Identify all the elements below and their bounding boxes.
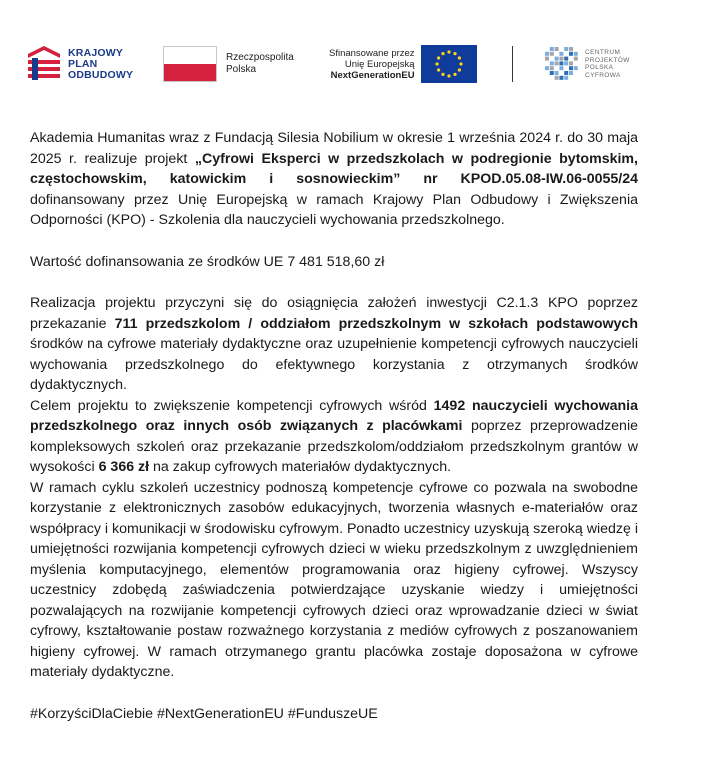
cpc-pixel [574,57,578,61]
eu-logo [329,42,477,86]
eu-star [441,73,444,76]
cpc-pixel [550,71,554,75]
document-body [30,128,638,724]
eu-star [453,52,456,55]
polish-flag-icon [163,46,217,82]
cpc-pixel [564,57,568,61]
cpc-pixel [559,76,563,80]
rp-logo [163,42,294,86]
training-paragraph: W ramach cyklu szkoleń uczestnicy podnoszą kompetencje cyfrowe co pozwala na swobodne korzystanie z elektronicznych zasobów edukacyjnych, tworzenia własnych e-materiałów oraz współpracy i komunikacji w środowisku cyfrowym. Ponadto uczestnicy uzyskują szeroką wiedzę i umiejętności rozwijania kompetencji cyfrowych dzieci w wieku przedszkolnym z uwzględnieniem myślenia komputacyjnego, elementów programowania oraz higieny cyfrowej. Wszyscy uczestnicy zdobędą zaświadczenia potwierdzające uzyskanie wiedzy i umiejętności pozwalających na rozwijanie kompetencji cyfrowych dzieci oraz wprowadzanie dzieci w świat cyfrowy, kształtowanie postaw rozważnego korzystania z mediów cyfrowych z poszanowaniem higieny cyfrowej. W ramach otrzymanego grantu placówka zostaje doposażona w cyfrowe materiały dydaktyczne. [30,479,638,680]
cpc-pixel [574,66,578,70]
logo-bar [0,42,704,86]
eu-flag-icon [421,45,477,83]
kpo-stripes-icon [28,46,60,82]
cpc-pixel [555,76,559,80]
cpc-pixel [545,52,549,56]
cpc-pixel [564,61,568,65]
eu-star [457,56,460,59]
eu-star [447,50,450,53]
cpc-pixel [555,47,559,51]
eu-logo-text: Sfinansowane przez Unię Europejską NextGenerationEU [329,47,415,81]
eu-star [453,73,456,76]
implementation-paragraph: Realizacja projektu przyczyni się do osiągnięcia założeń inwestycji C2.1.3 KPO poprzez przekazanie 711 przedszkolom / oddziałom przedszkolnym w szkołach podstawowych środków na cyfrowe materiały dydaktyczne oraz uzupełnienie kompetencji cyfrowych nauczycieli wychowania przedszkolnego do efektywnego korzystania z otrzymanych środków dydaktycznych. [30,295,638,393]
eu-star [447,74,450,77]
cpc-pixel [574,52,578,56]
intro-paragraph: Akademia Humanitas wraz z Fundacją Silesia Nobilium w okresie 1 września 2024 r. do 30 maja 2025 r. realizuje projekt „Cyfrowi Eksperci w przedszkolach w podregionie bytomskim, częstochowskim, katowickim i sosnowieckim” nr KPOD.05.08-IW.06-0055/24 dofinansowany przez Unię Europejską w ramach Krajowy Plan Odbudowy i Zwiększenia Odporności (KPO) - Szkolenia dla nauczycieli wychowania przedszkolnego. [30,130,638,228]
hashtags: #KorzyściDlaCiebie #NextGenerationEU #FunduszeUE [30,705,378,722]
cpc-logo [545,42,630,86]
cpc-pixel [545,57,549,61]
eu-star [457,68,460,71]
cpc-pixel [555,61,559,65]
cpc-pixel [550,61,554,65]
eu-star [437,68,440,71]
logo-separator [512,46,513,82]
cpc-pixel-icon [545,47,579,81]
kpo-logo [28,42,133,86]
eu-star [441,52,444,55]
rp-logo-text: Rzeczpospolita Polska [226,52,294,75]
cpc-logo-text: CENTRUM PROJEKTÓW POLSKA CYFROWA [585,49,630,79]
cpc-pixel [564,71,568,75]
cpc-pixel [559,52,563,56]
cpc-pixel [550,47,554,51]
kpo-logo-text: KRAJOWY PLAN ODBUDOWY [68,46,134,81]
cpc-pixel [555,71,559,75]
cpc-pixel [545,66,549,70]
cpc-pixel [564,76,568,80]
cpc-pixel [555,57,559,61]
cpc-pixel [550,66,554,70]
cpc-pixel [569,61,573,65]
cpc-pixel [569,71,573,75]
cpc-pixel [569,66,573,70]
eu-star [435,62,438,65]
cpc-pixel [569,52,573,56]
cpc-pixel [564,47,568,51]
cpc-pixel [559,57,563,61]
cpc-pixel [569,47,573,51]
cpc-pixel [559,66,563,70]
eu-star [437,56,440,59]
funding-amount: Wartość dofinansowania ze środków UE 7 481 518,60 zł [30,253,385,270]
goal-paragraph: Celem projektu to zwiększenie kompetencji cyfrowych wśród 1492 nauczycieli wychowania przedszkolnego oraz innych osób związanych z placówkami poprzez przeprowadzenie kompleksowych szkoleń oraz przekazanie przedszkolom/oddziałom przedszkolnym grantów w wysokości 6 366 zł na zakup cyfrowych materiałów dydaktycznych. [30,397,638,475]
cpc-pixel [559,61,563,65]
eu-star [459,62,462,65]
cpc-pixel [550,52,554,56]
